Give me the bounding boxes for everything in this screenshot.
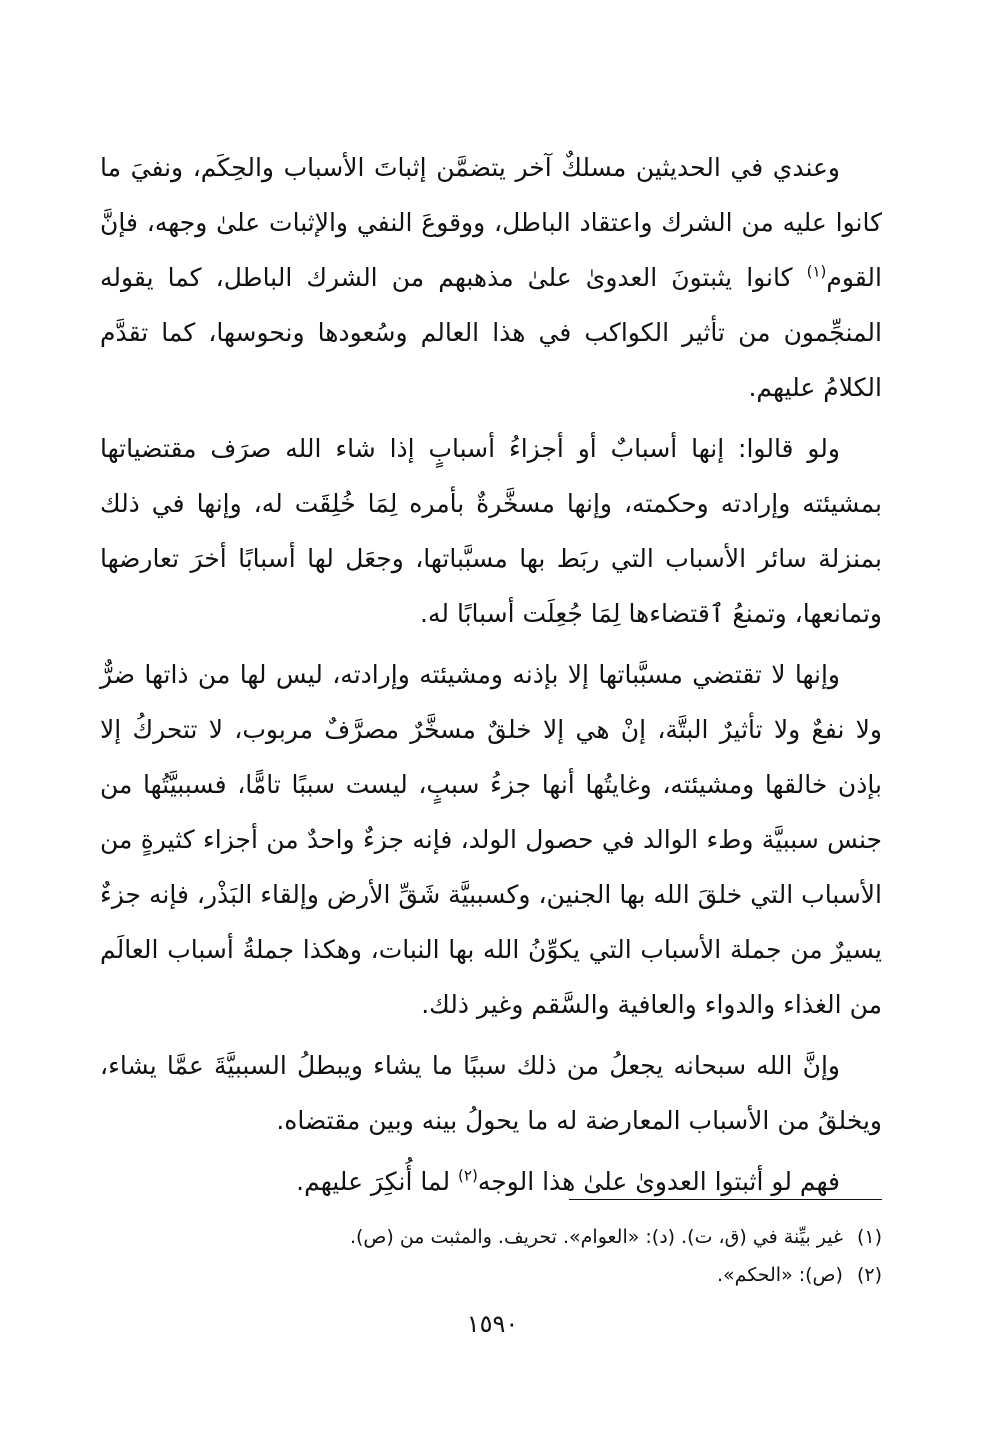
- paragraph-1: [100, 140, 882, 415]
- footnote-1: [100, 1218, 882, 1256]
- paragraph-3: وإنها لا تقتضي مسبَّباتها إلا بإذنه ومشيئته وإرادته، ليس لها من ذاتها ضرٌّ ولا نفعٌ ولا تأثيرٌ البتَّة، إنْ هي إلا خلقٌ مسخَّرٌ مصرَّفٌ مربوب، لا تتحركُ إلا بإذن خالقها ومشيئته، وغايتُها أنها جزءُ سببٍ، ليست سببًا تامًّا، فسببيَّتُها من جنس سببيَّة وطء الوالد في حصول الولد، فإنه جزءٌ واحدٌ من أجزاء كثيرةٍ من الأسباب التي خلقَ الله بها الجنين، وكسببيَّة شَقِّ الأرض وإلقاء البَذْر، فإنه جزءٌ يسيرٌ من جملة الأسباب التي يكوِّنُ الله بها النبات، وهكذا جملةُ أسباب العالَم من الغذاء والدواء والعافية والسَّقم وغير ذلك.: [100, 660, 882, 1019]
- footnote-ref-1: (١): [806, 262, 827, 281]
- page-number: ١٥٩٠: [466, 1310, 519, 1338]
- paragraph-5-text-end: لما أُنكِرَ عليهم.: [296, 1167, 459, 1196]
- footnote-2-text: (ص): «الحكم».: [716, 1264, 843, 1286]
- footnote-1-text: غير بيِّنة في (ق، ت). (د): «العوام». تحريف. والمثبت من (ص).: [349, 1226, 843, 1248]
- footnote-ref-2: (٢): [458, 1166, 478, 1185]
- footnote-1-number: (١): [856, 1226, 882, 1248]
- paragraph-5-text-start: فهم لو أثبتوا العدوىٰ علىٰ هذا الوجه: [477, 1167, 840, 1196]
- paragraph-5: [100, 1154, 882, 1209]
- paragraph-1-text-start: وعندي في الحديثين مسلكٌ آخر يتضمَّن إثباتَ الأسباب والحِكَم، ونفيَ ما كانوا عليه من الشرك واعتقاد الباطل، ووقوعَ النفي والإثبات علىٰ وجهه، فإنَّ القوم: [100, 153, 882, 292]
- paragraph-1-text-end: كانوا يثبتونَ العدوىٰ علىٰ مذهبهم من الشرك الباطل، كما يقوله المنجِّمون من تأثير الكواكب في هذا العالم وسُعودها ونحوسها، كما تقدَّم الكلامُ عليهم.: [100, 263, 882, 402]
- footnote-2-number: (٢): [856, 1264, 882, 1286]
- paragraph-4: وإنَّ الله سبحانه يجعلُ من ذلك سببًا ما يشاء ويبطلُ السببيَّةَ عمَّا يشاء، ويخلقُ من الأسباب المعارضة له ما يحولُ بينه وبين مقتضاه.: [100, 1051, 882, 1135]
- footnote-2: [100, 1256, 882, 1294]
- main-text: [100, 140, 882, 1215]
- footnotes: [100, 1218, 882, 1294]
- footnote-separator: [569, 1199, 882, 1200]
- paragraph-2: ولو قالوا: إنها أسبابٌ أو أجزاءُ أسبابٍ إذا شاء الله صرَف مقتضياتها بمشيئته وإرادته وحكمته، وإنها مسخَّرةٌ بأمره لِمَا خُلِقَت له، وإنها في ذلك بمنزلة سائر الأسباب التي ربَط بها مسبَّباتها، وجعَل لها أسبابًا أخرَ تعارضها وتمانعها، وتمنعُ ٱقتضاءها لِمَا جُعِلَت أسبابًا له.: [100, 434, 882, 628]
